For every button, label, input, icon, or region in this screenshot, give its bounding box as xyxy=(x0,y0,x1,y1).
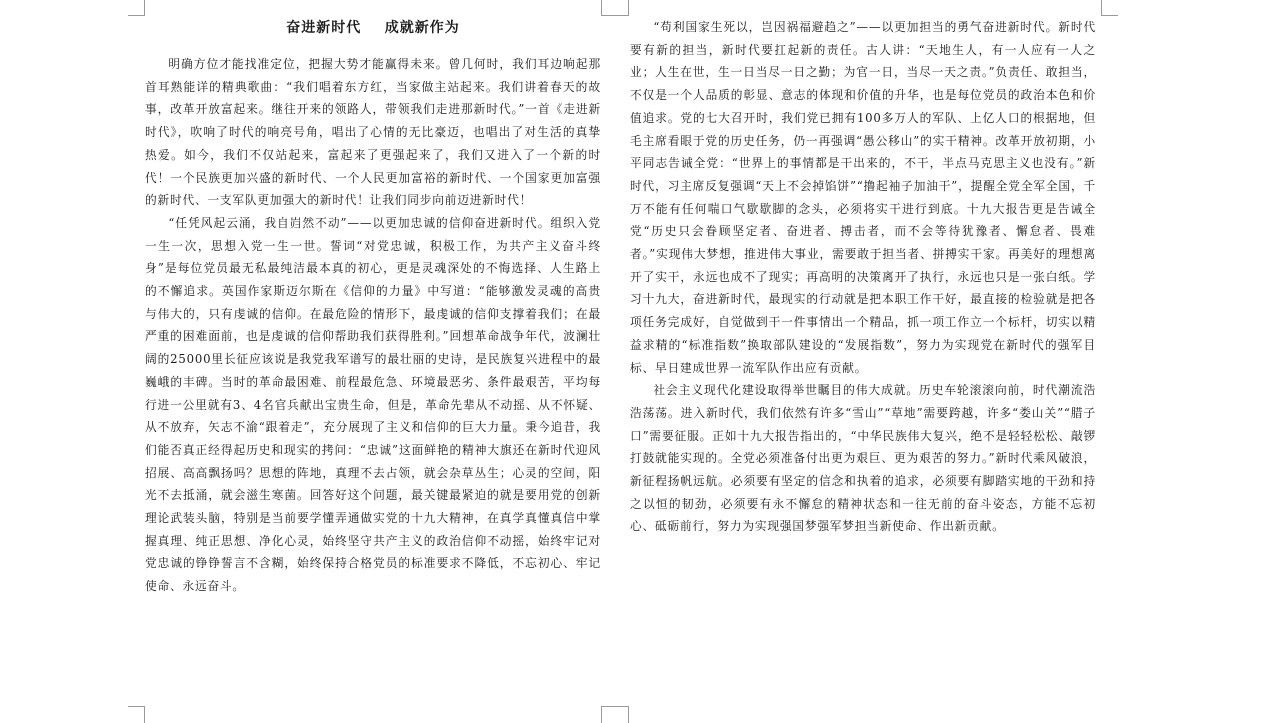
page-body-right xyxy=(630,16,1096,538)
document-page-right xyxy=(630,0,1096,713)
crop-mark-top-left xyxy=(128,0,145,16)
paragraph: “苟利国家生死以，岂因祸福避趋之”——以更加担当的勇气奋进新时代。新时代要有新的担当，新时代要扛起新的责任。古人讲：“天地生人，有一人应有一人之业；人生在世，生一日当尽一日之勤；为官一日，当尽一天之责。”负责任、敢担当，不仅是一个人品质的彰显、意志的体现和价值的升华，也是每位党员的政治本色和价值追求。党的七大召开时，我们党已拥有100多万人的军队、上亿人口的根据地，但毛主席看眼于党的历史任务，仍一再强调“愚公移山”的实干精神。改革开放初期，小平同志告诫全党：“世界上的事情都是干出来的，不干，半点马克思主义也没有。”新时代，习主席反复强调“天上不会掉馅饼”“撸起袖子加油干”，提醒全党全军全国，千万不能有任何喘口气歇歇脚的念头，必须将实干进行到底。十九大报告更是告诫全党“历史只会眷顾坚定者、奋进者、搏击者，而不会等待犹豫者、懈怠者、畏难者。”实现伟大梦想，推进伟大事业，需要敢于担当者、拼搏实干家。再美好的理想离开了实干，永远也成不了现实；再高明的决策离开了执行，永远也只是一张白纸。学习十九大，奋进新时代，最现实的行动就是把本职工作干好，最直接的检验就是把各项任务完成好，自觉做到干一件事情出一个精品，抓一项工作立一个标杆，切实以精益求精的“标准指数”换取部队建设的“发展指数”，努力为实现党在新时代的强军目标、早日建成世界一流军队作出应有贡献。 xyxy=(630,20,1096,375)
crop-mark-bottom-left xyxy=(128,706,145,723)
crop-mark-bottom-left xyxy=(612,706,629,723)
paragraph: 明确方位才能找准定位，把握大势才能赢得未来。曾几何时，我们耳边响起那首耳熟能详的精典歌曲：“我们唱着东方红，当家做主站起来。我们讲着春天的故事，改革开放富起来。继往开来的领路人，带领我们走进那新时代。”一首《走进新时代》，吹响了时代的响亮号角，唱出了心情的无比豪迈，也唱出了对生活的真挚热爱。如今，我们不仅站起来，富起来了更强起来了，我们又进入了一个新的时代！一个民族更加兴盛的新时代、一个人民更加富裕的新时代、一个国家更加富强的新时代、一支军队更加强大的新时代！让我们同步向前迈进新时代！ xyxy=(145,57,601,208)
paragraph: “任凭风起云涌，我自岿然不动”——以更加忠诚的信仰奋进新时代。组织入党一生一次，思想入党一生一世。誓词“对党忠诚，积极工作，为共产主义奋斗终身”是每位党员最无私最纯洁最本真的初心，更是灵魂深处的不悔选择、人生路上的不懈追求。英国作家斯迈尔斯在《信仰的力量》中写道：“能够激发灵魂的高贵与伟大的，只有虔诚的信仰。在最危险的情形下，最虔诚的信仰支撑着我们；在最严重的困难面前，也是虔诚的信仰帮助我们获得胜利。”回想革命战争年代，波澜壮阔的25000里长征应该说是我党我军谱写的最壮丽的史诗，是民族复兴进程中的最巍峨的丰碑。当时的革命最困难、前程最危急、环境最恶劣、条件最艰苦，平均每行进一公里就有3、4名官兵献出宝贵生命，但是，革命先辈从不动摇、从不怀疑、从不放弃，矢志不渝“跟着走”，充分展现了主义和信仰的巨大力量。秉今追昔，我们能否真正经得起历史和现实的拷问：“忠诚”这面鲜艳的精神大旗还在新时代迎风招展、高高飘扬吗？思想的阵地，真理不去占领，就会杂草丛生；心灵的空间，阳光不去抵涌，就会滋生寒菌。回答好这个问题，最关键最紧迫的就是要用党的创新理论武装头脑，特别是当前要学懂弄通做实党的十九大精神，在真学真懂真信中掌握真理、纯正思想、净化心灵，始终坚守共产主义的政治信仰不动摇，始终牢记对党忠诚的铮铮誓言不含糊，始终保持合格党员的标准要求不降低，不忘初心、牢记使命、永远奋斗。 xyxy=(145,215,601,594)
crop-mark-top-right xyxy=(1101,0,1118,16)
crop-mark-top-left xyxy=(612,0,629,16)
page-body-left xyxy=(145,53,601,598)
document-page-left xyxy=(145,0,601,713)
article-title: 奋进新时代 成就新作为 xyxy=(286,20,460,36)
paragraph: 社会主义现代化建设取得举世瞩目的伟大成就。历史车轮滚滚向前，时代潮流浩浩荡荡。进入新时代，我们依然有许多“雪山”“草地”需要跨越，许多“娄山关”“腊子口”需要征服。正如十九大报告指出的，“中华民族伟大复兴，绝不是轻轻松松、敲锣打鼓就能实现的。全党必须准备付出更为艰巨、更为艰苦的努力。”新时代乘风破浪，新征程扬帆远航。必须要有坚定的信念和执着的追求，必须要有脚踏实地的干劲和持之以恒的韧劲，必须要有永不懈怠的精神状态和一往无前的奋斗姿态，方能不忘初心、砥砺前行，努力为实现强国梦强军梦担当新使命、作出新贡献。 xyxy=(630,383,1096,534)
